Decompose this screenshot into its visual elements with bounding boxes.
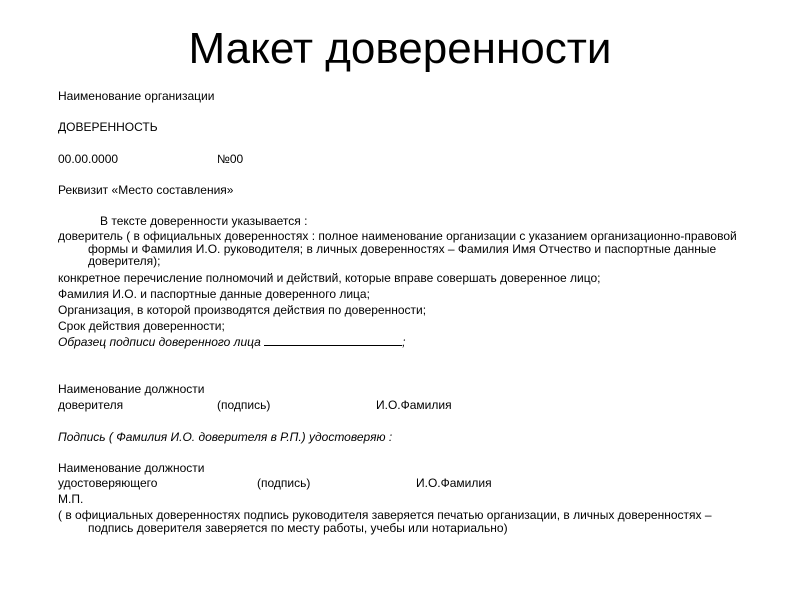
place-requisite-line: Реквизит «Место составления»: [58, 183, 234, 197]
intro-line: В тексте доверенности указывается :: [100, 214, 308, 228]
sample-signature-label: Образец подписи доверенного лица: [58, 335, 261, 349]
principal-position-line2: доверителя: [58, 398, 124, 412]
certifier-position-line2: удостоверяющего: [58, 476, 158, 490]
certifier-signature: (подпись): [257, 476, 311, 490]
item-principal: доверитель ( в официальных доверенностях : полное наименование организации с указанием организационно-правовой формы и Фамилия И.О. руководителя; в личных доверенностях – Фамилия Имя Отчество и паспортные данные доверителя);: [58, 229, 737, 268]
stamp-line: М.П.: [58, 492, 84, 506]
principal-signature: (подпись): [217, 398, 271, 412]
sample-signature-blank: [264, 335, 402, 346]
item-organization: Организация, в которой производятся действия по доверенности;: [58, 303, 427, 317]
item-term: Срок действия доверенности;: [58, 319, 225, 333]
item-agent: Фамилия И.О. и паспортные данные доверенного лица;: [58, 287, 370, 301]
sample-signature-end: ;: [402, 335, 406, 349]
certifier-name: И.О.Фамилия: [416, 476, 492, 490]
date-line: 00.00.0000: [58, 152, 119, 166]
number-line: №00: [217, 152, 244, 166]
item-powers: конкретное перечисление полномочий и действий, которые вправе совершать доверенное лицо;: [58, 271, 601, 285]
principal-position-line1: Наименование должности: [58, 382, 205, 396]
footnote: ( в официальных доверенностях подпись руководителя заверяется печатью организации, в личных доверенностях – подпись доверителя заверяется по месту работы, учебы или нотариально): [58, 508, 712, 535]
certifier-position-line1: Наименование должности: [58, 461, 205, 475]
doc-type-line: ДОВЕРЕННОСТЬ: [58, 120, 158, 134]
item-sample-signature: [58, 335, 405, 349]
principal-name: И.О.Фамилия: [376, 398, 452, 412]
org-name-line: Наименование организации: [58, 89, 215, 103]
certification-line: Подпись ( Фамилия И.О. доверителя в Р.П.) удостоверяю :: [58, 430, 393, 444]
page-title: Макет доверенности: [188, 24, 612, 73]
